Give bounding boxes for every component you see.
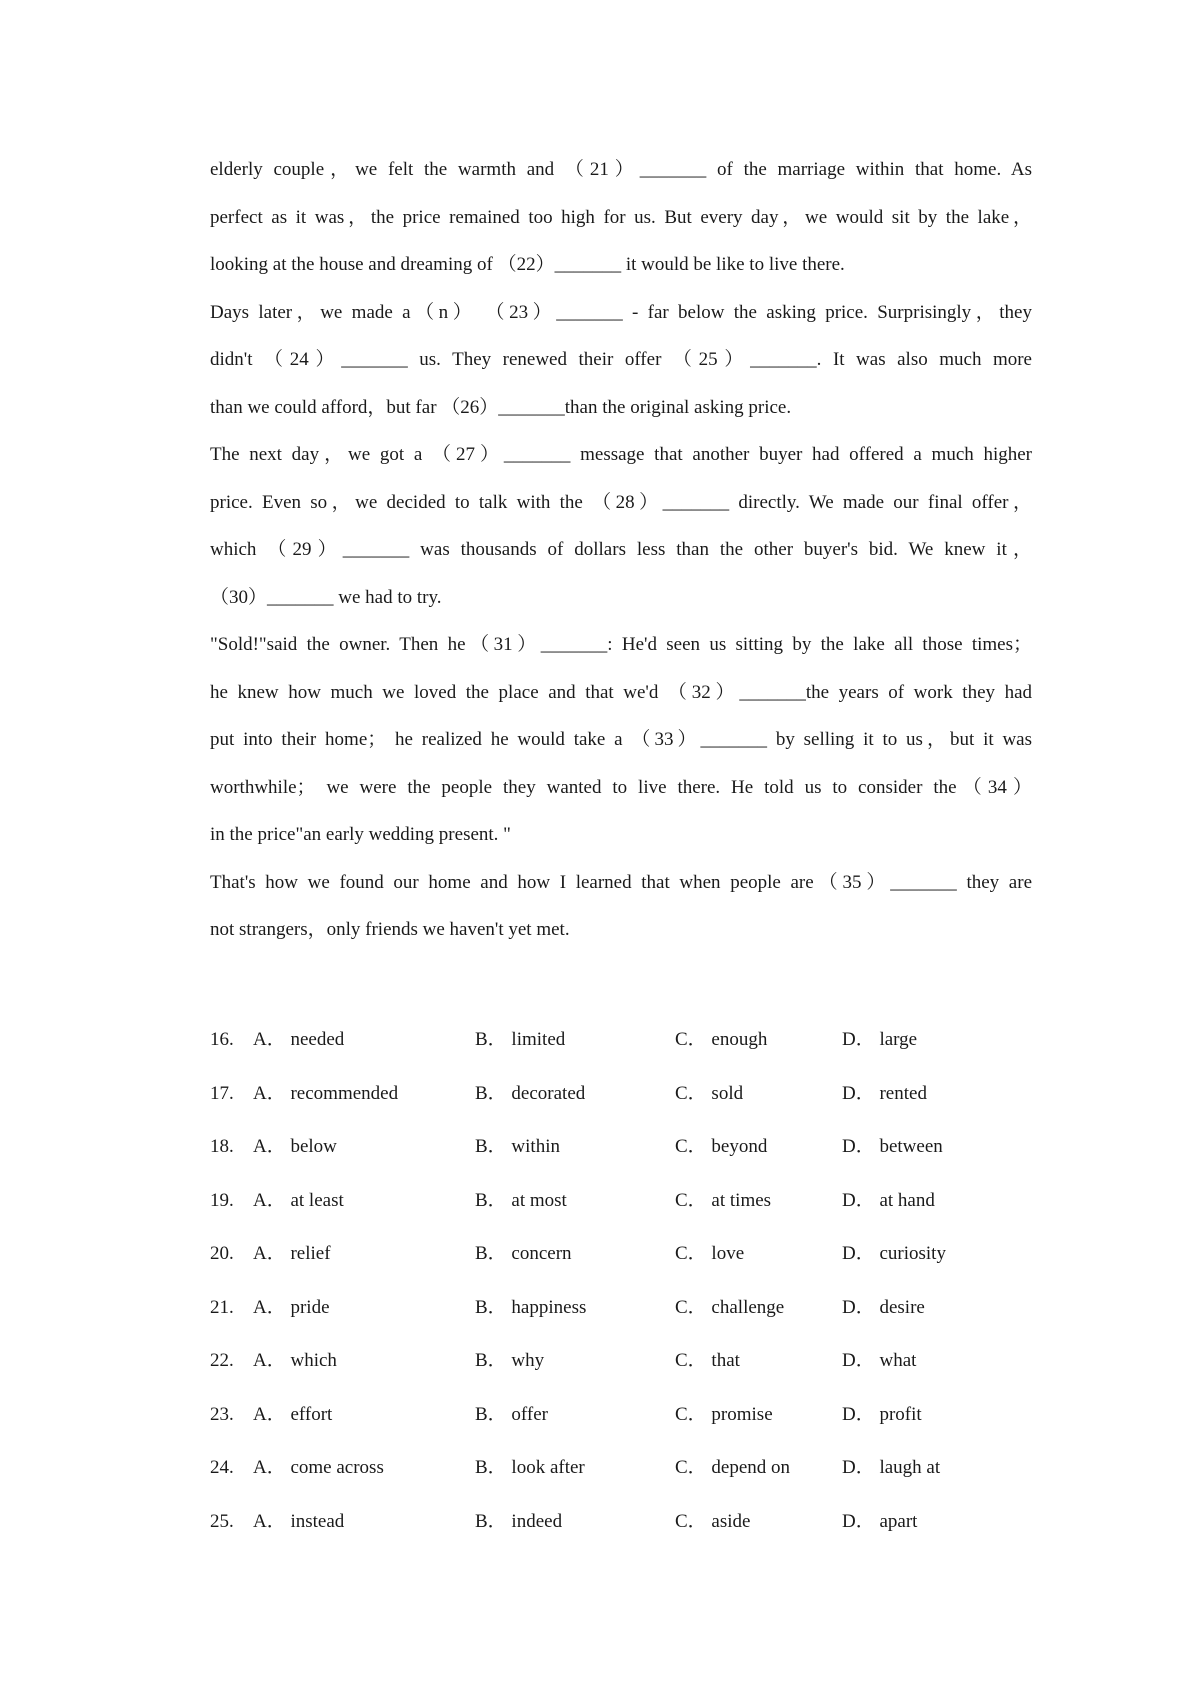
option-a: A． needed (253, 1029, 345, 1050)
passage-line: looking at the house and dreaming of （22）_______ it would be like to live there. (210, 254, 845, 275)
option-b: B． why (475, 1350, 545, 1371)
passage-line: perfect as it was，the price remained too high for us. But every day，we would sit by the lake， (210, 206, 1032, 228)
option-d: D． rented (842, 1082, 927, 1104)
passage-line: elderly couple，we felt the warmth and （21）_______ of the marriage within that home. As (210, 159, 1032, 180)
passage-line: put into their home； he realized he would take a （33）_______ by selling it to us，but it was (210, 729, 1032, 750)
option-b: B． within (475, 1136, 560, 1157)
option-b: B． limited (475, 1029, 566, 1050)
option-b: B． decorated (475, 1082, 586, 1104)
passage-line: （30）_______ we had to try. (210, 586, 442, 608)
option-d: D． apart (842, 1510, 918, 1532)
option-c: C． at times (675, 1189, 772, 1211)
option-d: D． laugh at (842, 1457, 941, 1478)
option-a: A． effort (253, 1403, 333, 1425)
question-row (210, 1341, 1010, 1395)
passage-line: didn't （24）_______ us. They renewed their offer （25）_______. It was also much more (210, 349, 1032, 370)
passage-line: Days later，we made a（n） （23）_______ - far below the asking price. Surprisingly，they (210, 301, 1032, 323)
question-row (210, 1448, 1010, 1502)
option-d: D． what (842, 1350, 917, 1371)
question-number: 22. (210, 1350, 234, 1371)
option-a: A． at least (253, 1189, 344, 1211)
option-a: A． below (253, 1136, 337, 1157)
option-b: B． indeed (475, 1510, 563, 1532)
option-b: B． happiness (475, 1296, 587, 1318)
option-d: D． at hand (842, 1189, 935, 1211)
option-c: C． love (675, 1243, 745, 1264)
option-c: C． aside (675, 1510, 751, 1532)
question-row (210, 1395, 1010, 1449)
option-c: C． beyond (675, 1136, 768, 1157)
option-a: A． recommended (253, 1082, 399, 1104)
option-c: C． promise (675, 1403, 773, 1425)
passage-line: worthwhile； we were the people they wanted to live there. He told us to consider the（34） (210, 776, 1032, 798)
passage-line: he knew how much we loved the place and that we'd （32）_______the years of work they had (210, 681, 1032, 703)
question-row (210, 1020, 1010, 1074)
option-c: C． enough (675, 1029, 768, 1050)
question-number: 17. (210, 1082, 234, 1104)
option-d: D． between (842, 1136, 943, 1157)
option-d: D． curiosity (842, 1243, 946, 1264)
option-a: A． instead (253, 1510, 345, 1532)
question-number: 19. (210, 1189, 234, 1211)
passage-line: in the price"an early wedding present. " (210, 824, 511, 845)
question-number: 24. (210, 1457, 234, 1478)
question-number: 20. (210, 1243, 234, 1264)
option-b: B． look after (475, 1457, 585, 1478)
passage-line: which （29）_______ was thousands of dollars less than the other buyer's bid. We knew it， (210, 539, 1032, 560)
option-a: A． come across (253, 1457, 384, 1478)
question-row (210, 1074, 1010, 1128)
cloze-passage (210, 150, 1032, 958)
passage-line: than we could afford，but far （26）_______than the original asking price. (210, 396, 792, 418)
option-c: C． challenge (675, 1296, 785, 1318)
option-d: D． large (842, 1029, 918, 1050)
option-a: A． which (253, 1350, 337, 1371)
option-d: D． desire (842, 1296, 925, 1318)
option-a: A． relief (253, 1243, 331, 1264)
question-number: 16. (210, 1029, 234, 1050)
question-row (210, 1127, 1010, 1181)
option-c: C． sold (675, 1082, 744, 1104)
option-a: A． pride (253, 1296, 330, 1318)
option-d: D． profit (842, 1403, 922, 1425)
passage-line: That's how we found our home and how I learned that when people are（35）_______ they are (210, 871, 1032, 893)
option-b: B． concern (475, 1243, 572, 1264)
option-c: C． depend on (675, 1457, 791, 1478)
question-row (210, 1181, 1010, 1235)
question-number: 23. (210, 1403, 234, 1425)
option-b: B． offer (475, 1403, 548, 1425)
option-c: C． that (675, 1350, 740, 1371)
passage-line: "Sold!"said the owner. Then he（31）_______: He'd seen us sitting by the lake all those times； (210, 634, 1032, 655)
question-number: 25. (210, 1510, 234, 1532)
question-row (210, 1502, 1010, 1556)
passage-line: The next day，we got a （27）_______ message that another buyer had offered a much higher (210, 444, 1032, 465)
question-row (210, 1288, 1010, 1342)
question-number: 21. (210, 1296, 234, 1318)
question-row (210, 1234, 1010, 1288)
passage-line: price. Even so，we decided to talk with the （28）_______ directly. We made our final offer， (210, 491, 1032, 513)
answer-options (210, 1020, 1010, 1555)
option-b: B． at most (475, 1189, 567, 1211)
question-number: 18. (210, 1136, 234, 1157)
passage-line: not strangers，only friends we haven't yet met. (210, 919, 570, 940)
